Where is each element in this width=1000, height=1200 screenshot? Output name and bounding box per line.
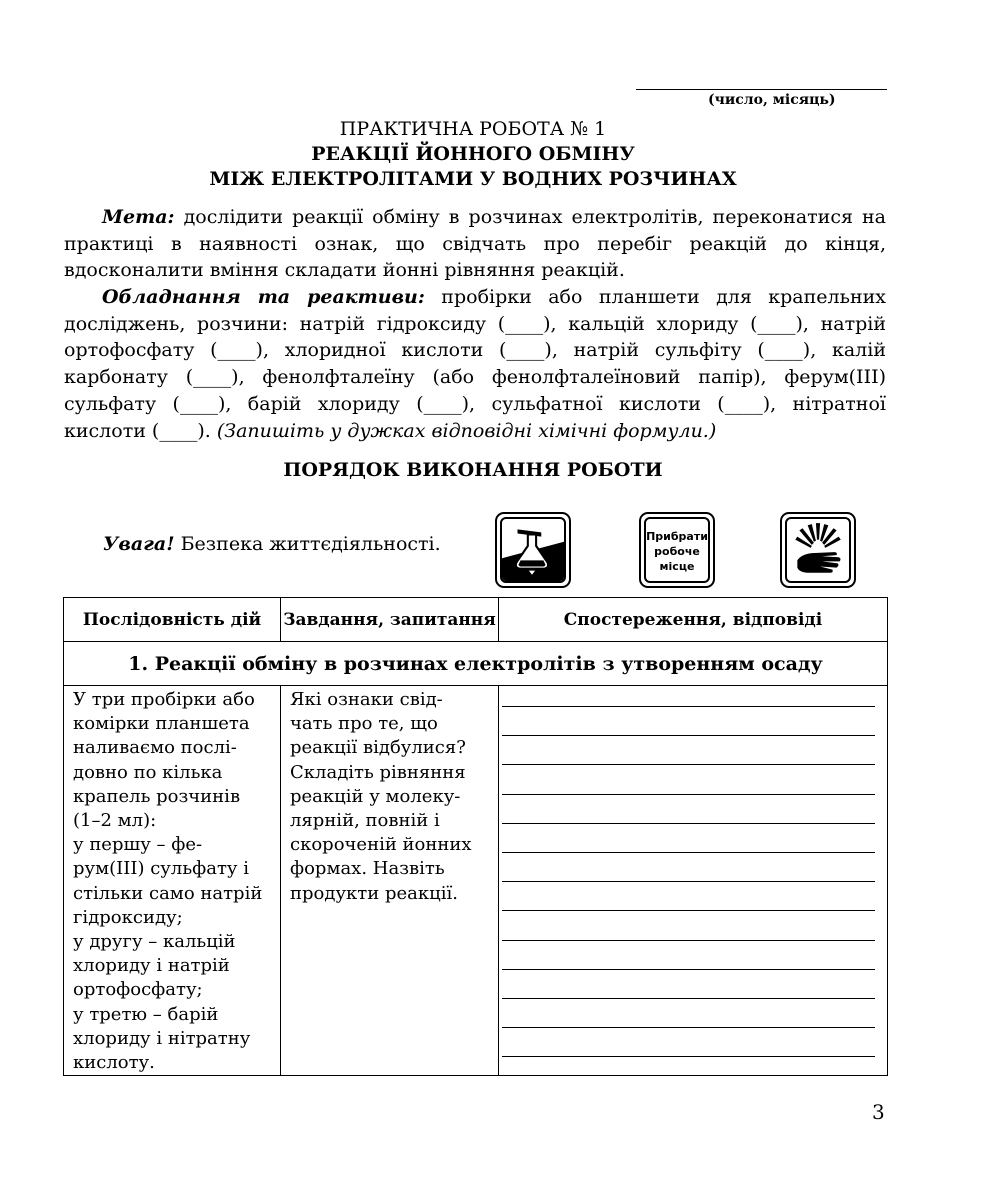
flask-heating-icon-graphic: [502, 519, 564, 581]
answer-line[interactable]: [502, 795, 875, 824]
date-line: [636, 89, 887, 90]
text-line: ортофосфату;: [73, 979, 203, 1001]
text-line: (1–2 мл):: [73, 810, 157, 832]
text-line: продукти реакції.: [290, 882, 458, 904]
warning-label: Увага!: [103, 533, 175, 555]
page-number: 3: [872, 1100, 885, 1124]
answer-line[interactable]: [502, 686, 875, 707]
title-line-1: РЕАКЦІЇ ЙОННОГО ОБМІНУ: [311, 143, 635, 165]
text-line: кислоту.: [73, 1052, 155, 1074]
text-line: хлориду і натрій: [73, 955, 230, 977]
goal-label: Мета:: [102, 206, 175, 228]
text-line: гідроксиду;: [73, 906, 183, 928]
observations-cell[interactable]: [499, 686, 888, 1076]
answer-line[interactable]: [502, 911, 875, 940]
header-tasks: Завдання, запитання: [281, 598, 499, 642]
text-line: стільки само натрій: [73, 882, 263, 904]
hand-protection-icon-graphic: [787, 519, 849, 581]
answer-line[interactable]: [502, 882, 875, 911]
date-caption: (число, місяць): [708, 92, 836, 108]
text-line: рум(ІІІ) сульфату і: [73, 858, 249, 880]
title-block: [0, 117, 946, 192]
text-line: у першу – фе-: [73, 834, 203, 856]
text-line: наливаємо послі-: [73, 737, 237, 759]
equipment-note: (Запишіть у дужках відповідні хімічні формули.): [216, 419, 717, 442]
sign-text-line: Прибрати: [646, 530, 708, 543]
actions-cell: [64, 686, 281, 1076]
answer-line[interactable]: [502, 999, 875, 1028]
hand-protection-icon: [780, 512, 856, 588]
answer-line[interactable]: [502, 765, 875, 794]
table-header-row: [64, 598, 888, 642]
text-line: скороченій йонних: [290, 834, 472, 856]
text-line: у третю – барій: [73, 1003, 219, 1025]
section-row: [64, 642, 888, 686]
clean-workplace-sign-icon: [639, 512, 715, 588]
text-line: У три пробірки або: [73, 689, 255, 710]
section-title: 1. Реакції обміну в розчинах електролітів з утворенням осаду: [64, 642, 888, 686]
text-line: реакції відбулися?: [290, 737, 466, 759]
safety-warning: [103, 533, 441, 555]
order-title: ПОРЯДОК ВИКОНАННЯ РОБОТИ: [283, 459, 663, 481]
text-line: реакцій у молеку-: [290, 785, 461, 807]
equipment-paragraph: [64, 284, 886, 444]
answer-line[interactable]: [502, 1028, 875, 1057]
answer-line[interactable]: [502, 941, 875, 970]
answer-line[interactable]: [502, 736, 875, 765]
text-line: Складіть рівняння: [290, 761, 466, 783]
practical-work-number: ПРАКТИЧНА РОБОТА № 1: [339, 118, 607, 140]
answer-line[interactable]: [502, 707, 875, 736]
table-row: [64, 686, 888, 1076]
equipment-text: пробірки або планшети для крапельних досліджень, розчини: натрій гідроксиду (____), кальцій хлориду (____), натрій ортофосфату (____), хлоридної кислоти (____), натрій сульфіту (____), калій карбонату (____), фенолфталеїну (або фенолфталеїновий папір), ферум(ІІІ) сульфату (____), барій хлориду (____), сульфатної кислоти (____), нітратної кислоти (____).: [64, 286, 886, 442]
header-actions: Послідовність дій: [64, 598, 281, 642]
sign-text-line: робоче: [654, 545, 700, 558]
work-table: [63, 597, 888, 1076]
warning-text: Безпека життєдіяльності.: [174, 533, 441, 555]
flask-heating-icon: [495, 512, 571, 588]
answer-line[interactable]: [502, 853, 875, 882]
tasks-cell: [281, 686, 499, 1076]
header-observations: Спостереження, відповіді: [499, 598, 888, 642]
title-line-2: МІЖ ЕЛЕКТРОЛІТАМИ У ВОДНИХ РОЗЧИНАХ: [209, 168, 737, 190]
text-line: формах. Назвіть: [290, 858, 445, 880]
text-line: у другу – кальцій: [73, 931, 236, 953]
text-line: крапель розчинів: [73, 785, 241, 807]
goal-text: дослідити реакції обміну в розчинах електролітів, переконатися на практиці в наявності ознак, що свідчать про перебіг реакцій до кінця, вдосконалити вміння складати йонні рівняння реакцій.: [64, 206, 886, 282]
text-line: хлориду і нітратну: [73, 1027, 251, 1049]
equipment-label: Обладнання та реактиви:: [102, 286, 425, 308]
sign-text-line: місце: [659, 560, 695, 573]
goal-paragraph: [64, 204, 886, 284]
text-line: чать про те, що: [290, 713, 438, 735]
text-line: лярній, повній і: [290, 810, 440, 832]
answer-line[interactable]: [502, 824, 875, 853]
text-line: довно по кілька: [73, 761, 223, 783]
answer-line[interactable]: [502, 970, 875, 999]
text-line: Які ознаки свід-: [290, 689, 443, 710]
text-line: комірки планшета: [73, 713, 250, 735]
